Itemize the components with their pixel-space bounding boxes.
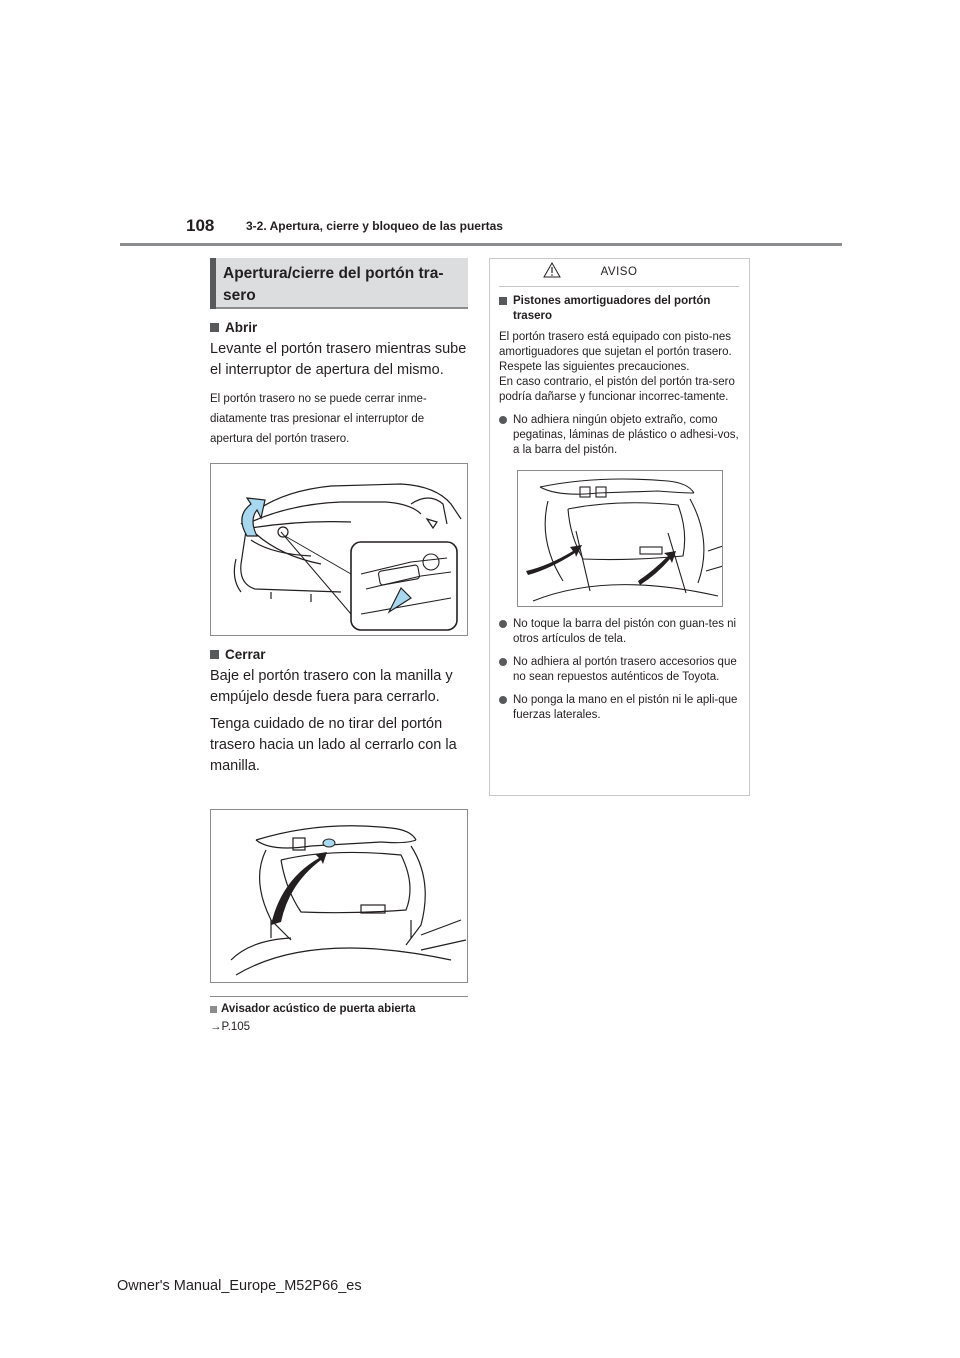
warning-triangle-icon [543, 262, 561, 278]
buzzer-title: Avisador acústico de puerta abierta [221, 1003, 416, 1015]
close-text-1: Baje el portón trasero con la manilla y empújelo desde fuera para cerrarlo. [210, 668, 453, 705]
header-rule [120, 243, 842, 246]
notice-bullet [499, 617, 739, 647]
section-title: 3-2. Apertura, cierre y bloqueo de las puertas [246, 219, 503, 233]
square-bullet-icon [210, 323, 219, 332]
close-text-2: Tenga cuidado de no tirar del portón trasero hacia un lado al cerrarlo con la manilla. [210, 716, 457, 774]
circle-bullet-icon [499, 620, 507, 628]
notice-label: AVISO [600, 266, 638, 278]
bullet-text: No ponga la mano en el pistón ni le apli-que fuerzas laterales. [513, 694, 738, 721]
open-text: Levante el portón trasero mientras sube el interruptor de apertura del mismo. [210, 341, 467, 378]
notice-bullet [499, 413, 739, 458]
notice-intro: El portón trasero está equipado con pisto-nes amortiguadores que sujetan el portón trasero. Respete las siguientes precauciones. En caso contrario, el pistón del portón tra-sero podría dañarse y funcionar incorrec-tamente. [499, 331, 735, 403]
page-reference: →P.105 [210, 1021, 251, 1033]
circle-bullet-icon [499, 658, 507, 666]
heading-accent-bar [210, 258, 216, 309]
section-heading [210, 258, 468, 309]
bullet-text: No adhiera al portón trasero accesorios que no sean repuestos auténticos de Toyota. [513, 656, 737, 683]
left-column [210, 258, 468, 1033]
buzzer-subheading [210, 1003, 468, 1015]
circle-bullet-icon [499, 416, 507, 424]
close-title: Cerrar [225, 647, 266, 662]
figure-open-tailgate [210, 463, 468, 636]
figure-close-tailgate [210, 809, 468, 983]
square-bullet-icon [499, 297, 507, 305]
bullet-text: No toque la barra del pistón con guan-tes ni otros artículos de tela. [513, 618, 737, 645]
square-bullet-icon [210, 650, 219, 659]
piston-illustration [518, 471, 723, 607]
close-subheading [210, 647, 468, 662]
footer-text: Owner's Manual_Europe_M52P66_es [117, 1278, 362, 1294]
open-note: El portón trasero no se puede cerrar inme-diatamente tras presionar el interruptor de apertura del portón trasero. [210, 393, 427, 445]
open-subheading [210, 320, 468, 335]
bullet-text: No adhiera ningún objeto extraño, como pegatinas, láminas de plástico o adhesi-vos, a la barra del pistón. [513, 414, 739, 456]
notice-box [489, 258, 750, 796]
open-tailgate-illustration [211, 810, 468, 983]
figure-piston-rods [517, 470, 723, 607]
open-title: Abrir [225, 320, 258, 335]
car-rear-illustration [211, 464, 468, 636]
square-bullet-icon [210, 1006, 217, 1013]
notice-bullet [499, 655, 739, 685]
notice-header [499, 259, 739, 285]
circle-bullet-icon [499, 696, 507, 704]
separator-rule [210, 996, 468, 997]
heading-text: Apertura/cierre del portón tra-sero [223, 265, 444, 304]
notice-rule [499, 286, 739, 287]
notice-bullet [499, 693, 739, 723]
notice-subheading [499, 294, 739, 324]
page-number: 108 [186, 216, 215, 235]
notice-title: Pistones amortiguadores del portón trasero [513, 295, 711, 322]
